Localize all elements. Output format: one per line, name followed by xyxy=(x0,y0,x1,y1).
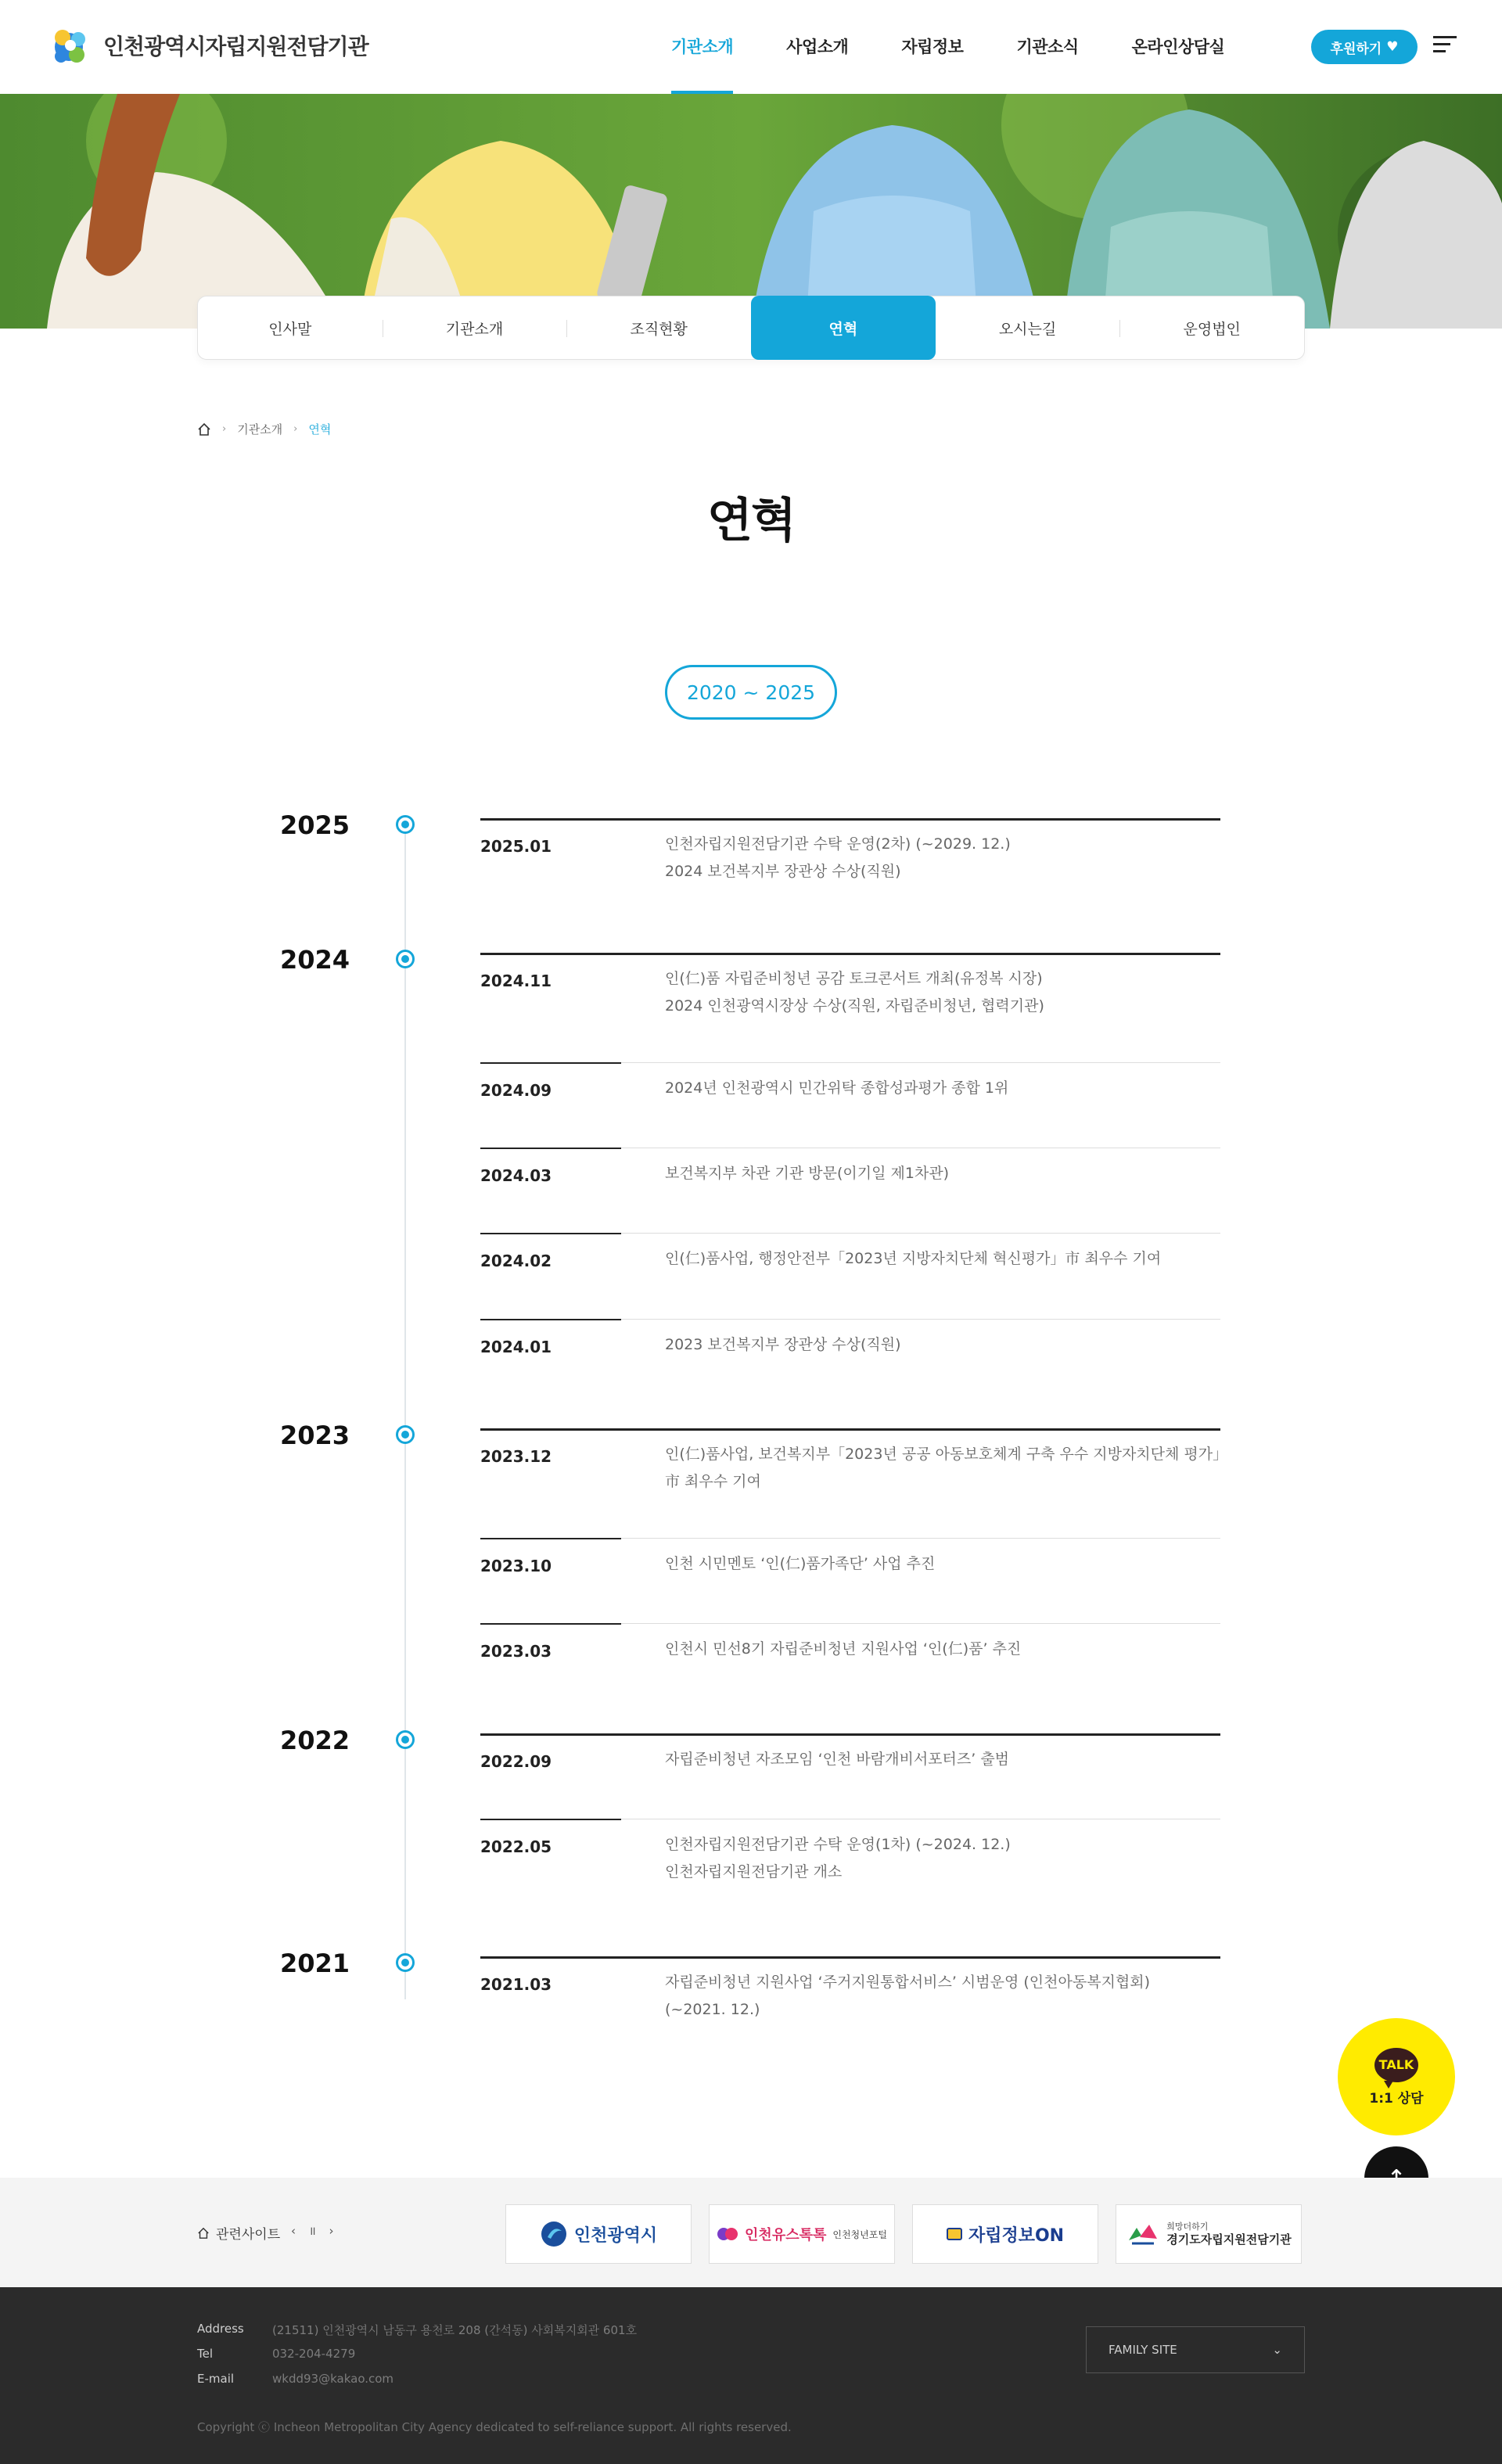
timeline-description: 인천자립지원전담기관 수탁 운영(2차) (~2029. 12.) xyxy=(665,835,1011,853)
tel-label: Tel xyxy=(197,2347,214,2361)
timeline-date: 2021.03 xyxy=(480,1975,552,1994)
breadcrumb xyxy=(197,421,331,437)
chevron-right-icon: › xyxy=(222,423,227,435)
site-subtitle: 희망더하기 xyxy=(1166,2222,1209,2232)
home-icon xyxy=(197,2227,210,2240)
tel-value: 032-204-4279 xyxy=(272,2347,356,2361)
gyeonggi-logo-icon xyxy=(1126,2222,1160,2247)
donate-label: 후원하기 xyxy=(1330,41,1382,57)
timeline-year: 2024 xyxy=(280,945,350,975)
site-name: 자립정보ON xyxy=(968,2225,1065,2246)
timeline-divider xyxy=(480,1956,1220,1959)
nav-news[interactable]: 기관소식 xyxy=(1016,38,1079,56)
timeline-dot-icon xyxy=(396,815,415,834)
timeline-divider xyxy=(480,1319,1220,1320)
timeline-divider xyxy=(480,1623,1220,1624)
site-youth-talk[interactable] xyxy=(709,2204,895,2264)
timeline-date: 2024.03 xyxy=(480,1166,552,1185)
related-sites-title xyxy=(197,2223,280,2243)
family-site-select[interactable] xyxy=(1086,2326,1305,2373)
timeline-description: 보건복지부 차관 기관 방문(이기일 제1차관) xyxy=(665,1165,950,1182)
sub-tabs xyxy=(197,296,1305,360)
timeline-date: 2024.01 xyxy=(480,1338,552,1356)
hamburger-menu-icon[interactable] xyxy=(1433,36,1457,56)
site-jarip-info[interactable] xyxy=(912,2204,1098,2264)
nav-counsel[interactable]: 온라인상담실 xyxy=(1131,38,1225,56)
timeline-description: 2024 인천광역시장상 수상(직원, 자립준비청년, 협력기관) xyxy=(665,997,1044,1015)
email-value: wkdd93@kakao.com xyxy=(272,2372,394,2386)
breadcrumb-current: 연혁 xyxy=(308,422,332,436)
timeline-description: 인천 시민멘토 ‘인(仁)품가족단’ 사업 추진 xyxy=(665,1555,936,1572)
timeline-date: 2024.02 xyxy=(480,1252,552,1270)
timeline-year: 2022 xyxy=(280,1726,350,1755)
main-nav xyxy=(671,0,1277,94)
timeline-description: 2024년 인천광역시 민간위탁 종합성과평가 종합 1위 xyxy=(665,1079,1009,1097)
nav-about[interactable]: 기관소개 xyxy=(671,0,733,94)
timeline-divider xyxy=(480,1733,1220,1736)
tab-history[interactable]: 연혁 xyxy=(751,296,936,360)
chevron-down-icon: ⌄ xyxy=(1272,2343,1282,2357)
site-name: 경기도자립지원전담기관 xyxy=(1166,2232,1292,2247)
nav-business[interactable]: 사업소개 xyxy=(786,38,849,56)
related-label: 관련사이트 xyxy=(216,2227,281,2243)
timeline-date: 2022.09 xyxy=(480,1752,552,1771)
logo-icon xyxy=(45,20,95,70)
site-header xyxy=(0,0,1502,94)
site-footer xyxy=(0,2287,1502,2464)
talk-icon: TALK xyxy=(1374,2048,1418,2082)
tab-operator[interactable]: 운영법인 xyxy=(1119,296,1304,359)
timeline-divider xyxy=(480,1538,1220,1539)
hero-banner xyxy=(0,94,1502,329)
related-sites xyxy=(0,2178,1502,2287)
timeline-description: 인천시 민선8기 자립준비청년 지원사업 ‘인(仁)품’ 추진 xyxy=(665,1640,1022,1658)
timeline-dot-icon xyxy=(396,1953,415,1972)
timeline-date: 2025.01 xyxy=(480,837,552,856)
site-gyeonggi[interactable] xyxy=(1116,2204,1302,2264)
tab-directions[interactable]: 오시는길 xyxy=(998,320,1057,338)
timeline-description: 인(仁)품사업, 보건복지부「2023년 공공 아동보호체계 구축 우수 지방자치단체 평가」 xyxy=(665,1446,1228,1463)
site-name: 인천유스톡톡 xyxy=(745,2227,827,2243)
timeline-description: 인(仁)품사업, 행정안전부「2023년 지방자치단체 혁신평가」市 최우수 기여 xyxy=(665,1250,1162,1267)
timeline-date: 2023.03 xyxy=(480,1642,552,1661)
carousel-controls[interactable]: ‹ ॥ › xyxy=(291,2224,339,2238)
timeline-divider xyxy=(480,1428,1220,1431)
site-name: 인천광역시 xyxy=(573,2225,658,2246)
site-incheon-city[interactable] xyxy=(505,2204,692,2264)
timeline-divider xyxy=(480,818,1220,821)
timeline-description: 자립준비청년 자조모임 ‘인천 바람개비서포터즈’ 출범 xyxy=(665,1751,1010,1768)
timeline-dot-icon xyxy=(396,950,415,968)
youth-talk-logo-icon xyxy=(717,2225,738,2243)
email-label: E-mail xyxy=(197,2372,235,2386)
timeline-divider xyxy=(480,1062,1220,1063)
timeline-dot-icon xyxy=(396,1425,415,1444)
kakao-talk-button[interactable] xyxy=(1338,2018,1455,2135)
timeline-year: 2021 xyxy=(280,1949,350,1978)
timeline-year: 2025 xyxy=(280,810,350,840)
tab-intro[interactable]: 기관소개 xyxy=(383,296,567,359)
timeline-description: 인천자립지원전담기관 개소 xyxy=(665,1863,843,1880)
timeline-axis xyxy=(404,826,406,1999)
timeline-description: 2024 보건복지부 장관상 수상(직원) xyxy=(665,863,901,880)
talk-label: 1:1 상담 xyxy=(1369,2090,1424,2107)
banner-image xyxy=(0,94,1502,329)
timeline-date: 2024.11 xyxy=(480,972,552,990)
heart-icon: ♥ xyxy=(1386,39,1399,55)
timeline-date: 2023.12 xyxy=(480,1447,552,1466)
timeline-date: 2022.05 xyxy=(480,1837,552,1856)
incheon-city-logo-icon xyxy=(540,2220,568,2248)
chevron-right-icon: › xyxy=(293,423,298,435)
timeline-description: 2023 보건복지부 장관상 수상(직원) xyxy=(665,1336,901,1353)
site-subtitle: 인천청년포털 xyxy=(832,2229,887,2240)
home-icon[interactable] xyxy=(197,422,211,436)
family-site-label: FAMILY SITE xyxy=(1109,2343,1177,2357)
timeline-divider xyxy=(480,953,1220,955)
donate-button[interactable] xyxy=(1311,30,1418,64)
timeline-divider xyxy=(480,1233,1220,1234)
logo-text: 인천광역시자립지원전담기관 xyxy=(103,34,368,59)
timeline-description: (~2021. 12.) xyxy=(665,2001,760,2018)
timeline-description: 인천자립지원전담기관 수탁 운영(1차) (~2024. 12.) xyxy=(665,1836,1011,1853)
address-value: (21511) 인천광역시 남동구 용천로 208 (간석동) 사회복지회관 601호 xyxy=(272,2323,638,2337)
timeline-description: 인(仁)품 자립준비청년 공감 토크콘서트 개최(유정복 시장) xyxy=(665,970,1043,987)
nav-info[interactable]: 자립정보 xyxy=(901,38,964,56)
timeline-dot-icon xyxy=(396,1730,415,1749)
timeline-description: 市 최우수 기여 xyxy=(665,1473,761,1490)
copyright: Copyright ⓒ Incheon Metropolitan City Agency dedicated to self-reliance support. All rights reserved. xyxy=(197,2420,792,2434)
address-label: Address xyxy=(197,2322,244,2336)
timeline-year: 2023 xyxy=(280,1421,350,1450)
timeline-date: 2024.09 xyxy=(480,1081,552,1100)
timeline-date: 2023.10 xyxy=(480,1557,552,1575)
breadcrumb-level1[interactable]: 기관소개 xyxy=(237,422,283,436)
timeline-description: 자립준비청년 지원사업 ‘주거지원통합서비스’ 시범운영 (인천아동복지협회) xyxy=(665,1974,1151,1991)
jarip-info-logo-icon xyxy=(947,2228,962,2240)
tab-organization[interactable]: 조직현황 xyxy=(566,296,751,359)
page-title: 연혁 xyxy=(707,494,795,548)
year-range-button[interactable]: 2020 ~ 2025 xyxy=(665,665,837,720)
tab-greeting[interactable]: 인사말 xyxy=(268,320,312,338)
site-logo[interactable] xyxy=(45,20,368,70)
